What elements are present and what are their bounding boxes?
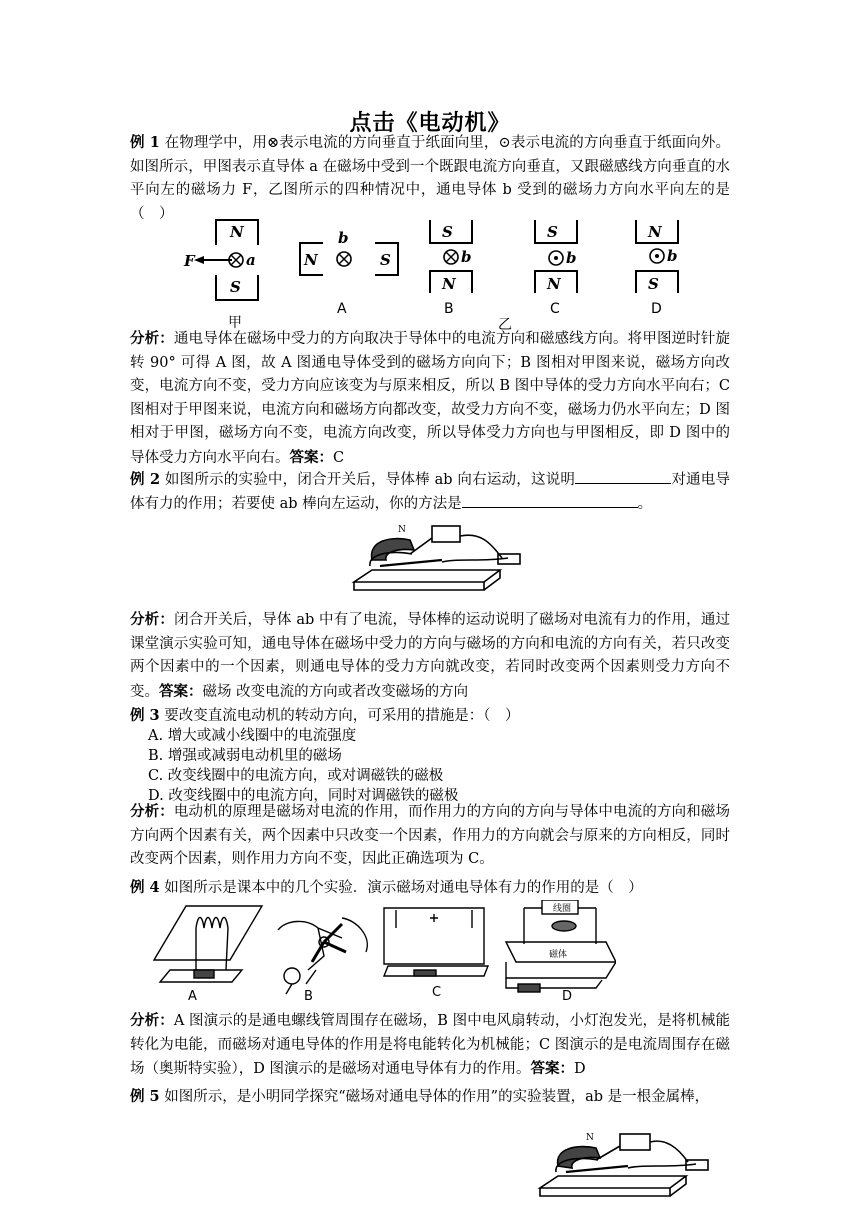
figure-label-b: B [444,301,454,317]
magnet-n-label: N [304,251,318,269]
option-d[interactable]: D. 改变线圈中的电流方向，同时对调磁铁的磁极 [148,788,459,804]
magnet-s-label: S [442,223,453,241]
magnet-n-label: N [230,223,244,241]
answer-value: D [573,1061,586,1077]
analysis-label: 分析： [130,611,175,628]
example-2-apparatus-figure [350,518,530,610]
option-b[interactable]: B. 增强或减弱电动机里的磁场 [148,748,342,764]
example-5-label: 例 5 [130,1088,160,1105]
answer-label: 答案： [159,682,203,700]
option-a[interactable]: A. 增大或减小线圈中的电流强度 [148,728,357,744]
figure-label-d: D [651,301,662,317]
example-1-question [130,131,730,226]
magnet-n-label: N [586,1133,594,1143]
blank-1[interactable] [575,469,671,484]
answer-value: 磁场 改变电流的方向或者改变磁场的方向 [202,683,469,700]
example-5-apparatus-figure [536,1128,716,1212]
example-1-figure [180,215,700,333]
figure-label-d: D [562,989,573,1004]
conductor-b-label: b [667,247,678,265]
example-3-question [130,704,730,729]
magnet-s-label: S [648,275,659,293]
example-3-label: 例 3 [130,707,160,724]
example-2-text-a: 如图所示的实验中，闭合开关后，导体棒 ab 向右运动，这说明 [164,472,576,488]
example-4-label: 例 4 [130,879,160,896]
example-5-question [130,1085,730,1110]
figure-label-c: C [432,985,442,1000]
magnet-n-label: N [547,275,561,293]
answer-value: C [333,449,345,466]
answer-label: 答案： [530,1060,574,1077]
blank-2[interactable] [462,493,638,508]
analysis-text: 闭合开关后，导体 ab 中有了电流，导体棒的运动说明了磁场对电流有力的作用，通过课堂演示实验可知，通电导体在磁场中受力的方向与磁场的方向和电流的方向有关，若只改变两个因素中的一个因素，则通电导体的受力方向就改变，若同时改变两个因素则受力方向不变。 [130,612,730,700]
example-2-text-b: 对通电导体有力的作用；若要使 ab 棒向左运动，你的方法是 [130,472,730,512]
example-2-label: 例 2 [130,471,161,488]
example-2-analysis [130,608,730,704]
example-4-analysis [130,1009,730,1082]
conductor-b-label: b [461,248,472,266]
analysis-text: 电动机的原理是磁场对电流的作用，而作用力的方向的方向与导体中电流的方向和磁场方向两个因素有关，两个因素中只改变一个因素，作用力的方向就会与原来的方向相反，同时改变两个因素，则作用力方向不变，因此正确选项为 C。 [130,804,731,867]
option-c[interactable]: C. 改变线圈中的电流方向，或对调磁铁的磁极 [148,768,444,784]
figure-label-a: A [188,989,197,1004]
figure-label-jia: 甲 [228,315,242,331]
example-5-text: 如图所示，是小明同学探究“磁场对通电导体的作用”的实验装置，ab 是一根金属棒， [164,1089,710,1105]
magnet-s-label: S [230,278,241,296]
page-title: 点击《电动机》 [349,110,511,136]
figure-label-c: C [550,301,560,317]
magnet-label: 磁体 [549,950,568,960]
analysis-text: 通电导体在磁场中受力的方向取决于导体中的电流方向和磁感线方向。将甲图逆时针旋转 90° 可得 A 图，故 A 图通电导体受到的磁场方向向下；B 图相对甲图来说，磁场方向改变，电流方向不变，受力方向应该变为与原来相反，所以 B 图中导体的受力方向水平向右；C 图相对于甲图来说，电流方向和磁场方向都改变，故受力方向不变，磁场力仍水平向左；D 图相对于甲图，磁场方向不变，电流方向改变，所以导体受力方向也与甲图相反，即 D 图中的导体受力方向水平向右。 [130,331,731,466]
example-1-text: 在物理学中，用⊗表示电流的方向垂直于纸面向里，⊙表示电流的方向垂直于纸面向外。如图所示，甲图表示直导体 a 在磁场中受到一个既跟电流方向垂直，又跟磁感线方向垂直的水平向左的磁场力 F，乙图所示的四种情况中，通电导体 b 受到的磁场力方向水平向左的是（ ） [130,135,731,222]
example-1-analysis [130,327,730,470]
analysis-label: 分析： [130,803,174,820]
example-2-question [130,468,730,516]
magnet-n-label: N [648,223,662,241]
magnet-n-label: N [398,525,406,535]
figure-label-a: A [337,301,347,317]
magnet-s-label: S [547,223,558,241]
answer-label: 答案： [289,448,333,466]
conductor-b-label: b [338,229,349,247]
magnet-n-label: N [442,275,456,293]
example-3-text: 要改变直流电动机的转动方向，可采用的措施是：（ ） [164,708,520,724]
conductor-a-label: a [246,251,256,269]
figure-label-b: B [304,989,313,1004]
example-2-text-c: 。 [637,495,653,512]
example-3-analysis [130,800,730,872]
example-4-figure [146,900,616,1006]
example-4-text: 如图所示是课本中的几个实验．演示磁场对通电导体有力的作用的是（ ） [164,880,643,896]
analysis-label: 分析： [130,330,174,347]
magnet-s-label: S [380,251,391,269]
force-f-label: F [184,252,195,270]
coil-label: 线圈 [553,904,572,914]
example-4-question [130,876,730,901]
analysis-label: 分析： [130,1012,174,1029]
conductor-b-label: b [566,249,577,267]
example-1-label: 例 1 [130,134,160,151]
analysis-text: A 图演示的是通电螺线管周围存在磁场，B 图中电风扇转动，小灯泡发光，是将机械能转化为电能，而磁场对通电导体的作用是将电能转化为机械能；C 图演示的是电流周围存在磁场（奥斯特实验），D 图演示的是磁场对通电导体有力的作用。 [130,1013,730,1077]
figure-label-yi: 乙 [498,317,512,333]
